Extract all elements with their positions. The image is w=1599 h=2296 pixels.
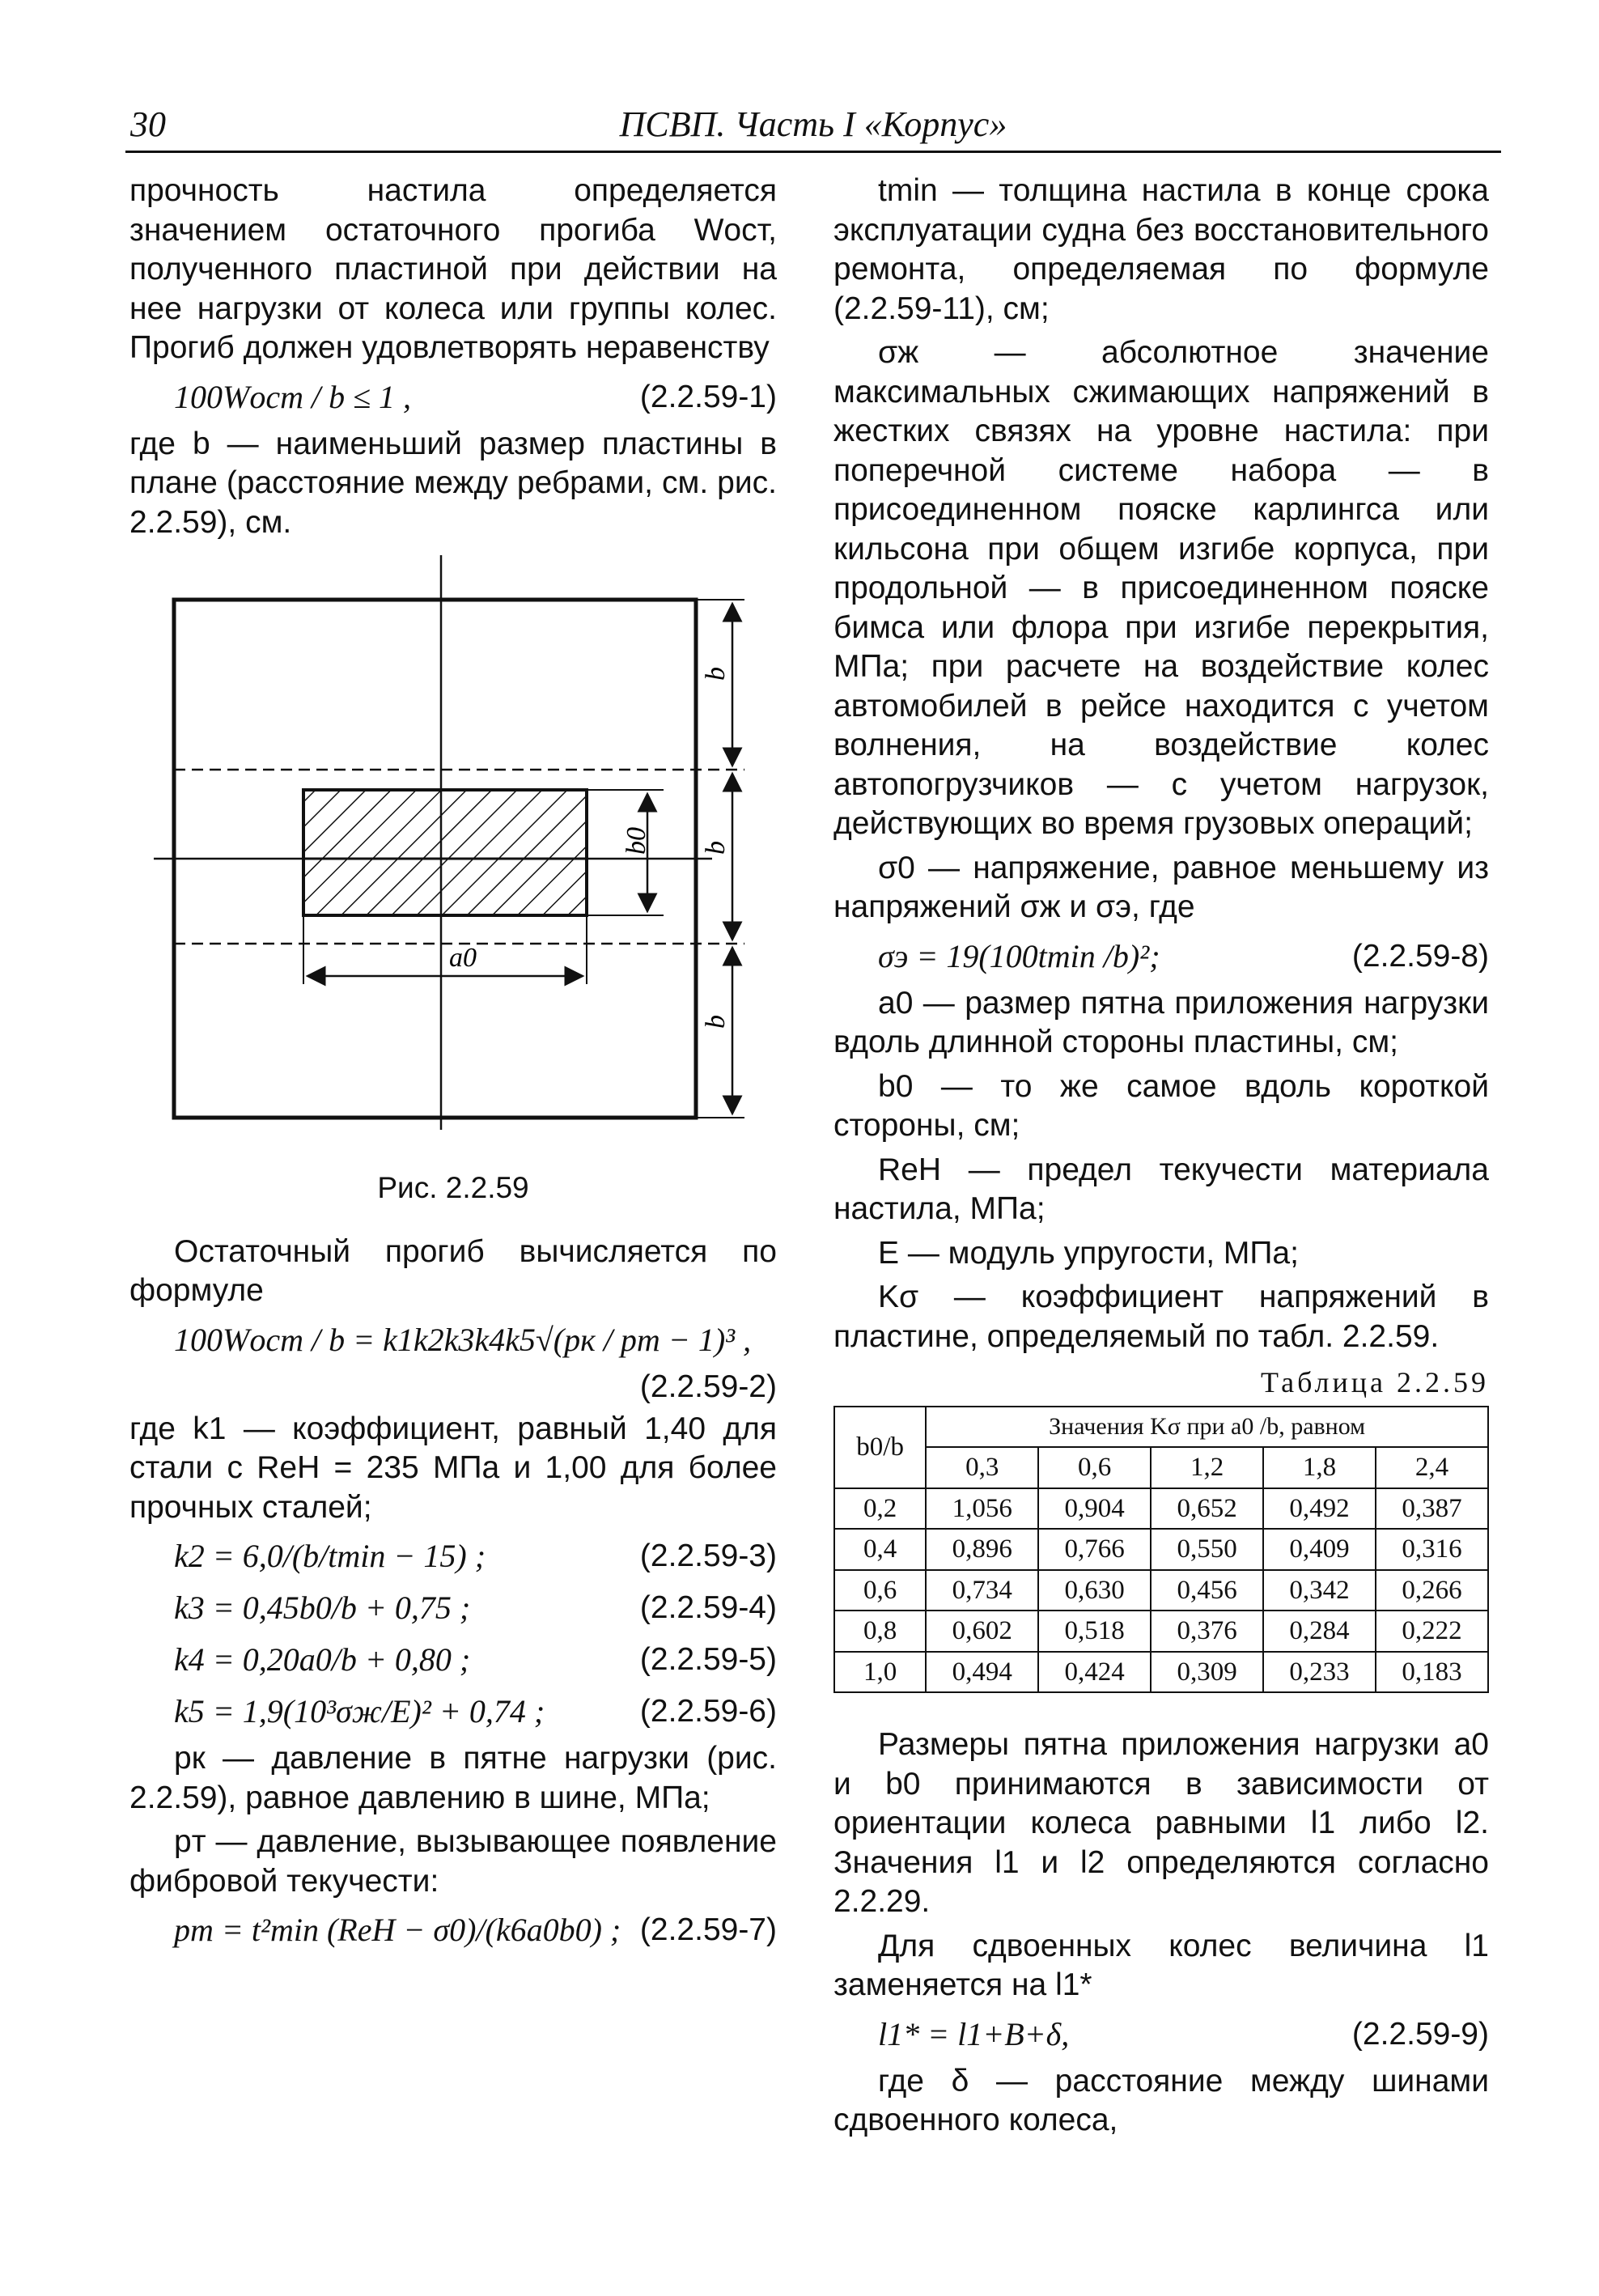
page-number: 30	[130, 104, 166, 144]
right-paragraph-7: E — модуль упругости, МПа;	[878, 1235, 1299, 1271]
left-paragraph-4: где k1 — коэффициент, равный 1,40 для стали с ReH = 235 МПа и 1,00 для более прочных сталей;	[129, 1411, 777, 1525]
table-col-header: 0,6	[1038, 1447, 1151, 1488]
table-row: 0,8 0,602 0,518 0,376 0,284 0,222	[834, 1611, 1488, 1652]
table-col-header: 2,4	[1376, 1447, 1488, 1488]
dim-b-top: b	[701, 667, 731, 681]
right-paragraph-4: a0 — размер пятна приложения нагрузки вдоль длинной стороны пластины, см;	[833, 985, 1489, 1059]
table-row: 0,2 1,056 0,904 0,652 0,492 0,387	[834, 1488, 1488, 1530]
formula-2-2-59-3: k2 = 6,0/(b/tmin − 15) ; (2.2.59-3)	[174, 1538, 777, 1574]
table-col-header: 0,3	[926, 1447, 1038, 1488]
left-paragraph-6: pт — давление, вызывающее появление фибровой текучести:	[129, 1824, 777, 1899]
table-col-header: 1,2	[1151, 1447, 1263, 1488]
table-row: 1,0 0,494 0,424 0,309 0,233 0,183	[834, 1652, 1488, 1693]
table-corner-header: b0/b	[834, 1407, 926, 1488]
right-column	[833, 172, 1489, 2145]
left-paragraph-5: pк — давление в пятне нагрузки (рис. 2.2.59), равное давлению в шине, МПа;	[129, 1741, 777, 1815]
formula-2-2-59-8: σэ = 19(100tmin /b)²; (2.2.59-8)	[878, 937, 1489, 974]
k-sigma-table	[833, 1406, 1489, 1694]
left-column: прочность настила определяется значением остаточного прогиба Wост, полученного пластиной при действии на нее нагрузки от колеса или группы колес. Прогиб должен удовлетворять неравенству 100Wост / b ≤ 1 , (2.2.59-1) где b — наименьший размер пластины в плане (расстояние между ребрами, см. рис. 2.2.59), см. b0 a0 b b b Рис. 2.2.59 Остаточный прогиб вычисляется по формуле 100Wост / b = k1k2k3k4k5√(pк / pт − 1)³ , (2.2.59-2) где k1 — коэффициент, равный 1,40 для стали с ReH = 235 МПа и 1,00 для более прочных сталей; k2 = 6,0/(b/tmin − 15) ; (2.2.59-3) k3 = 0,45b0/b + 0,75 ; (2.2.59-4) k4 = 0,20a0/b + 0,80 ; (2.2.59-5) k5 = 1,9(10³σж/E)² + 0,74 ; (2.2.59-6) pк — давление в пятне нагрузки (рис. 2.2.59), равное давлению в шине, МПа; pт — давление, вызывающее появление фибровой текучести: pт = t²min (ReH − σ0)/(k6a0b0) ; (2.2.59-7)	[129, 172, 777, 1958]
figure-2-2-59	[129, 547, 777, 1162]
left-paragraph-2: где b — наименьший размер пластины в плане (расстояние между ребрами, см. рис. 2.2.59), см.	[129, 426, 777, 540]
left-paragraph-3: Остаточный прогиб вычисляется по формуле	[129, 1233, 777, 1308]
running-title: ПСВП. Часть I «Корпус»	[619, 104, 1007, 144]
dim-a0: a0	[449, 943, 477, 973]
right-paragraph-1: tmin — толщина настила в конце срока эксплуатации судна без восстановительного ремонта, определяемая по формуле (2.2.59-11), см;	[833, 173, 1489, 326]
figure-caption: Рис. 2.2.59	[377, 1171, 529, 1204]
formula-2-2-59-4: k3 = 0,45b0/b + 0,75 ; (2.2.59-4)	[174, 1589, 777, 1626]
formula-2-2-59-6: k5 = 1,9(10³σж/E)² + 0,74 ; (2.2.59-6)	[174, 1693, 777, 1729]
left-paragraph-1: прочность настила определяется значением остаточного прогиба Wост, полученного пластиной при действии на нее нагрузки от колеса или группы колес. Прогиб должен удовлетворять неравенству	[129, 173, 777, 365]
plate-diagram	[129, 547, 777, 1162]
table-caption: Таблица 2.2.59	[1261, 1366, 1489, 1398]
formula-2-2-59-7: pт = t²min (ReH − σ0)/(k6a0b0) ; (2.2.59-7)	[174, 1912, 777, 1948]
right-paragraph-2: σж — абсолютное значение максимальных сжимающих напряжений в жестких связях на уровне настила: при поперечной системе набора — в присоединенном пояске карлингса или кильсона при общем изгибе корпуса, при продольной — в присоединенном пояске бимса или флора при изгибе перекрытия, МПа; при расчете на воздействие колес автомобилей в рейсе находится с учетом волнения, на воздействие колес автопогрузчиков — с учетом нагрузок, действующих во время грузовых операций;	[833, 335, 1489, 841]
formula-2-2-59-9: l1* = l1+B+δ, (2.2.59-9)	[878, 2015, 1489, 2052]
load-patch	[303, 790, 587, 915]
right-paragraph-9: Размеры пятна приложения нагрузки a0 и b0 принимаются в зависимости от ориентации колеса равными l1 либо l2. Значения l1 и l2 определяются согласно 2.2.29.	[833, 1727, 1489, 1919]
page-header	[125, 104, 1501, 153]
table-col-header: 1,8	[1263, 1447, 1376, 1488]
right-paragraph-10: Для сдвоенных колес величина l1 заменяется на l1*	[833, 1928, 1489, 2002]
table-group-header: Значения Kσ при a0 /b, равном	[926, 1407, 1488, 1448]
table-row: 0,6 0,734 0,630 0,456 0,342 0,266	[834, 1570, 1488, 1611]
formula-2-2-59-1: 100Wост / b ≤ 1 , (2.2.59-1)	[174, 378, 777, 415]
right-paragraph-5: b0 — то же самое вдоль короткой стороны, см;	[833, 1068, 1489, 1143]
right-paragraph-8: Kσ — коэффициент напряжений в пластине, определяемый по табл. 2.2.59.	[833, 1280, 1489, 1354]
right-paragraph-3: σ0 — напряжение, равное меньшему из напряжений σж и σэ, где	[833, 850, 1489, 924]
right-paragraph-6: ReH — предел текучести материала настила, МПа;	[833, 1152, 1489, 1226]
dim-b-bottom: b	[701, 1015, 731, 1029]
formula-2-2-59-5: k4 = 0,20a0/b + 0,80 ; (2.2.59-5)	[174, 1641, 777, 1678]
dim-b0: b0	[621, 827, 651, 855]
formula-2-2-59-2: 100Wост / b = k1k2k3k4k5√(pк / pт − 1)³ ,	[174, 1321, 752, 1358]
table-row: 0,4 0,896 0,766 0,550 0,409 0,316	[834, 1529, 1488, 1570]
dim-b-middle: b	[701, 841, 731, 855]
right-paragraph-11: где δ — расстояние между шинами сдвоенного колеса,	[833, 2063, 1489, 2137]
